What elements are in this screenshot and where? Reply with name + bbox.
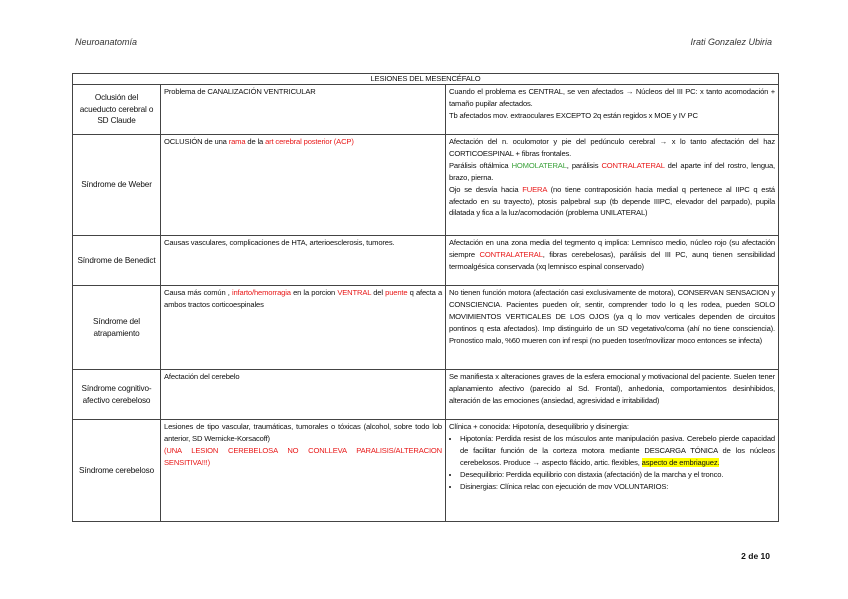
- text-segment: Causas vasculares, complicaciones de HTA, arterioesclerosis, tumores.: [164, 238, 395, 247]
- syndrome-name: Síndrome cerebeloso: [73, 420, 161, 522]
- text-segment: del aparte inf del rostro, lengua, brazo, pierna.: [449, 160, 775, 182]
- paragraph: [449, 287, 775, 347]
- paragraph: [449, 371, 775, 407]
- text-segment: Lesiones de tipo vascular, traumáticas, tumorales o tóxicas (alcohol, sobre todo lob anterior, SD Wernicke-Korsacoff): [164, 422, 442, 443]
- paragraph: [164, 86, 442, 98]
- paragraph: [449, 160, 775, 184]
- paragraph: [164, 421, 442, 445]
- text-segment: en la porcion: [290, 288, 338, 297]
- text-segment: rama: [228, 137, 246, 146]
- lesions-table: [72, 73, 779, 522]
- text-segment: de la: [245, 137, 266, 146]
- text-segment: FUERA: [522, 184, 547, 194]
- syndrome-name: Síndrome del atrapamiento: [73, 286, 161, 370]
- text-segment: Afectación en una zona media del tegmento q implica: Lemnisco medio, núcleo rojo (su afectación siempre: [449, 238, 776, 259]
- text-segment: No tienen función motora (afectación casi exclusivamente de motora), CONSERVAN SENSACION y CONSCIENCIA. Pacientes pueden oír, sentir, comprender todo lo q les rodea, pueden SOLO MOVIMIENTOS VERTICALES DE LOS OJOS (ya q lo mov verticales dependen de circuitos pontinos q esta afectados). Imp distinguirlo de un SD vegetativo/coma (ahí no tiene consciencia). Pronostico malo, %60 mueren con inf respi (no pueden toser/movilizar moco entonces se infecta): [449, 288, 776, 345]
- paragraph: [164, 287, 442, 311]
- syndrome-name: Síndrome de Weber: [73, 135, 161, 236]
- text-segment: OCLUSIÓN de una: [164, 137, 229, 146]
- text-segment: (no tiene contraposición hacia medial q pertenece al IIPC q está afectado en su trayecto), ptosis palpebral sup (tb depende IIIPC, elevador del parpado), pupila dilatada y fica a la luz/acomodación (problema UNILATERAL): [449, 184, 776, 218]
- text-segment: Problema de CANALIZACIÓN VENTRICULAR: [164, 87, 316, 96]
- paragraph: [449, 421, 775, 433]
- text-segment: infarto/hemorragia: [231, 288, 291, 297]
- cause-cell: [161, 420, 446, 522]
- header-subject: Neuroanatomía: [75, 37, 138, 47]
- text-segment: HOMOLATERAL: [511, 160, 567, 170]
- text-segment: Ojo se desvía hacia: [449, 184, 523, 194]
- text-segment: Causa más común ,: [164, 288, 232, 297]
- text-segment: aspecto de embriaguez.: [641, 457, 720, 467]
- clinic-cell: [446, 85, 779, 135]
- bullet-list: [449, 433, 775, 493]
- text-segment: , parálisis: [566, 160, 602, 170]
- text-segment: art cerebral posterior (ACP): [265, 137, 354, 146]
- table-row: [73, 85, 779, 135]
- paragraph: [164, 237, 442, 249]
- text-segment: Afectación del n. oculomotor y pie del pedúnculo cerebral → x lo tanto afectación del haz CORTICOESPINAL + fibras frontales.: [449, 137, 776, 158]
- table-row: [73, 135, 779, 236]
- cause-cell: [161, 85, 446, 135]
- text-segment: CONTRALATERAL: [601, 160, 665, 170]
- text-segment: Afectación del cerebelo: [164, 372, 240, 381]
- text-segment: Tb afectados mov. extraoculares EXCEPTO 2q están regidos x MOE y IV PC: [449, 110, 698, 120]
- text-segment: VENTRAL: [337, 288, 372, 297]
- paragraph: [449, 110, 775, 122]
- text-segment: puente: [385, 288, 408, 297]
- table-row: [73, 236, 779, 286]
- text-segment: CONTRALATERAL: [479, 249, 543, 259]
- bullet-item: [460, 469, 775, 481]
- paragraph: [164, 371, 442, 383]
- paragraph: [449, 237, 775, 273]
- paragraph: [164, 445, 442, 469]
- text-segment: del: [371, 288, 386, 297]
- cause-cell: [161, 236, 446, 286]
- cause-cell: [161, 370, 446, 420]
- text-segment: Disinergias: Clínica relac con ejecución de mov VOLUNTARIOS:: [460, 481, 669, 491]
- text-segment: Clínica + conocida: Hipotonía, desequilibrio y disinergia:: [449, 422, 629, 431]
- clinic-cell: [446, 236, 779, 286]
- table-row: [73, 420, 779, 522]
- text-segment: Se manifiesta x alteraciones graves de la esfera emocional y motivacional del paciente. Suelen tener aplanamiento afectivo (parecido al Sd. Frontal), anhedonia, comportamientos desinhibidos, alteración de las emociones (ansiedad, agresividad e irritabilidad): [449, 372, 776, 405]
- clinic-cell: [446, 420, 779, 522]
- syndrome-name: Oclusión del acueducto cerebral o SD Claude: [73, 85, 161, 135]
- clinic-cell: [446, 370, 779, 420]
- text-segment: , fibras cerebelosas), parálisis del III PC, aunq tienen sensibilidad termoalgésica conservada (xq lemnisco espinal conservado): [449, 249, 776, 271]
- clinic-cell: [446, 135, 779, 236]
- paragraph: [449, 184, 775, 220]
- header-author: Irati Gonzalez Ubiria: [690, 37, 772, 47]
- text-segment: Cuando el problema es CENTRAL, se ven afectados → Núcleos del III PC: x tanto acomodación + tamaño pupilar afectados.: [449, 87, 776, 108]
- paragraph: [164, 136, 442, 148]
- text-segment: (UNA LESION CEREBELOSA NO CONLLEVA PARALISIS/ALTERACION SENSITIVA!!!): [164, 445, 442, 467]
- bullet-item: [460, 433, 775, 469]
- text-segment: q afecta a ambos tractos corticoespinales: [164, 288, 443, 309]
- bullet-item: [460, 481, 775, 493]
- paragraph: [449, 136, 775, 160]
- table-row: [73, 286, 779, 370]
- page-number: 2 de 10: [741, 551, 770, 561]
- text-segment: Desequilibrio: Perdida equilibrio con distaxia (afectación) de la marcha y el tronco.: [460, 469, 724, 479]
- table-title: LESIONES DEL MESENCÉFALO: [73, 74, 779, 85]
- text-segment: Parálisis oftálmica: [449, 160, 512, 170]
- syndrome-name: Síndrome de Benedict: [73, 236, 161, 286]
- clinic-cell: [446, 286, 779, 370]
- syndrome-name: Síndrome cognitivo-afectivo cerebeloso: [73, 370, 161, 420]
- paragraph: [449, 86, 775, 110]
- table-row: [73, 370, 779, 420]
- cause-cell: [161, 135, 446, 236]
- cause-cell: [161, 286, 446, 370]
- text-segment: Hipotonía: Perdida resist de los músculos ante manipulación pasiva. Cerebelo pierde capacidad de facilitar función de la corteza motora mediante DESCARGA TÓNICA de los núcleos cerebelosos. Produce → aspecto flácido, artic. flexibles,: [460, 433, 776, 467]
